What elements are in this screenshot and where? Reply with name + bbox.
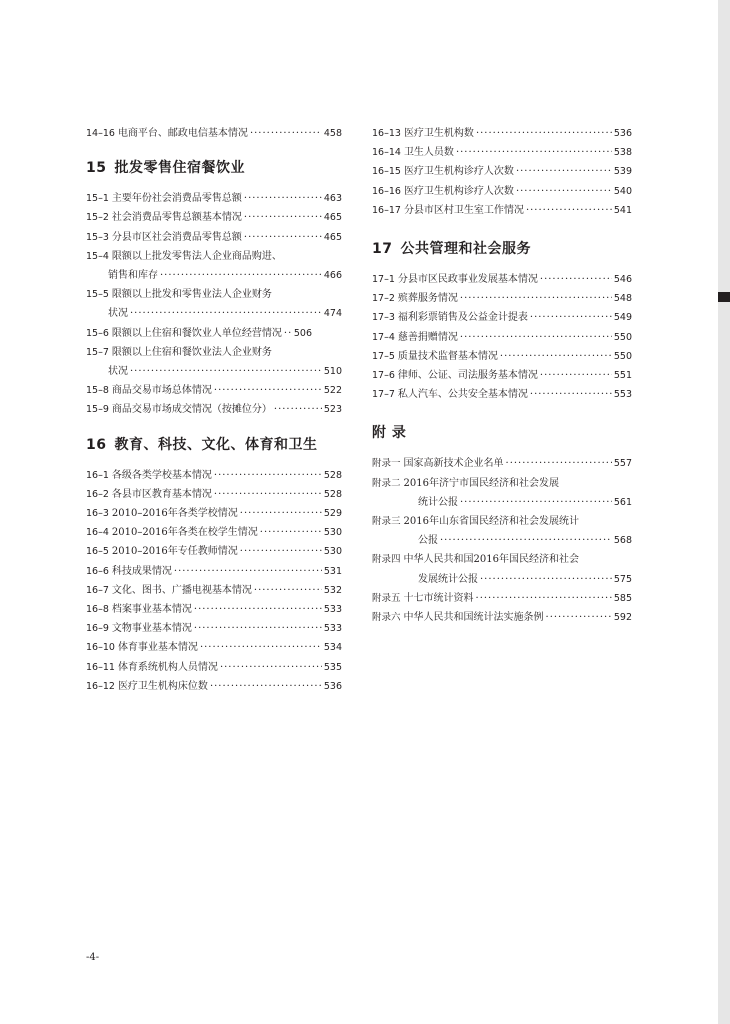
toc-entry[interactable]: 16–9 文物事业基本情况 ····· 533 <box>86 619 342 638</box>
toc-entry[interactable]: 16–13 医疗卫生机构数 ····· 536 <box>372 124 632 143</box>
toc-entry[interactable]: 17–4 慈善捐赠情况 ····· 550 <box>372 328 632 347</box>
toc-entry[interactable]: 15–1 主要年份社会消费品零售总额 ····· 463 <box>86 189 342 208</box>
toc-entry[interactable]: 17–5 质量技术监督基本情况 ····· 550 <box>372 347 632 366</box>
toc-entry[interactable]: 16–8 档案事业基本情况 ····· 533 <box>86 600 342 619</box>
page-edge-marker <box>718 292 730 302</box>
toc-entry-line2[interactable]: 公报 ····· 568 <box>372 531 632 550</box>
toc-entry[interactable]: 15–3 分县市区社会消费品零售总额 ····· 465 <box>86 228 342 247</box>
appendix-heading: 附 录 <box>372 425 407 442</box>
toc-entry[interactable]: 16–3 2010–2016年各类学校情况 ····· 529 <box>86 504 342 523</box>
toc-entry-line1[interactable]: 15–7 限额以上住宿和餐饮业法人企业财务 <box>86 346 272 358</box>
section-heading-15: 15 批发零售住宿餐饮业 <box>86 160 245 177</box>
toc-entry-line2[interactable]: 发展统计公报 ····· 575 <box>372 570 632 589</box>
toc-entry[interactable]: 16–16 医疗卫生机构诊疗人次数 ····· 540 <box>372 182 632 201</box>
toc-entry[interactable]: 附录一 国家高新技术企业名单 ····· 557 <box>372 454 632 473</box>
toc-entry[interactable]: 16–10 体育事业基本情况 ····· 534 <box>86 638 342 657</box>
toc-entry-line2[interactable]: 销售和库存 ····· 466 <box>86 266 342 285</box>
toc-entry[interactable]: 16–4 2010–2016年各类在校学生情况 ····· 530 <box>86 523 342 542</box>
toc-entry[interactable]: 16–6 科技成果情况 ····· 531 <box>86 562 342 581</box>
toc-entry[interactable]: 16–17 分县市区村卫生室工作情况 ····· 541 <box>372 201 632 220</box>
toc-entry[interactable]: 15–6 限额以上住宿和餐饮业人单位经营情况 ····· 506 <box>86 324 342 343</box>
toc-entry-line1[interactable]: 附录三 2016年山东省国民经济和社会发展统计 <box>372 516 579 528</box>
toc-entry[interactable]: 附录六 中华人民共和国统计法实施条例 ····· 592 <box>372 608 632 627</box>
toc-entry-line2[interactable]: 状况 ····· 510 <box>86 362 342 381</box>
page-edge-tab <box>718 0 730 1024</box>
toc-entry[interactable]: 17–7 私人汽车、公共安全基本情况 ····· 553 <box>372 385 632 404</box>
toc-entry[interactable]: 17–6 律师、公证、司法服务基本情况 ····· 551 <box>372 366 632 385</box>
toc-entry[interactable]: 16–12 医疗卫生机构床位数 ····· 536 <box>86 677 342 696</box>
toc-left-column <box>86 124 342 696</box>
toc-entry[interactable]: 15–2 社会消费品零售总额基本情况 ····· 465 <box>86 208 342 227</box>
toc-entry[interactable]: 16–2 各县市区教育基本情况 ····· 528 <box>86 485 342 504</box>
toc-entry[interactable]: 附录五 十七市统计资料 ····· 585 <box>372 589 632 608</box>
toc-entry[interactable]: 15–9 商品交易市场成交情况（按摊位分） ····· 523 <box>86 400 342 419</box>
toc-entry[interactable]: 16–11 体育系统机构人员情况 ····· 535 <box>86 658 342 677</box>
toc-entry-line1[interactable]: 15–4 限额以上批发零售法人企业商品购进、 <box>86 250 282 262</box>
page-number: -4- <box>86 952 100 963</box>
toc-right-column <box>372 124 632 627</box>
toc-entry[interactable]: 16–7 文化、图书、广播电视基本情况 ····· 532 <box>86 581 342 600</box>
toc-entry-line1[interactable]: 15–5 限额以上批发和零售业法人企业财务 <box>86 289 272 301</box>
toc-entry[interactable]: 17–2 殡葬服务情况 ····· 548 <box>372 289 632 308</box>
toc-entry[interactable]: 16–14 卫生人员数 ····· 538 <box>372 143 632 162</box>
toc-entry[interactable]: 17–3 福利彩票销售及公益金计提表 ····· 549 <box>372 308 632 327</box>
toc-entry-line1[interactable]: 附录二 2016年济宁市国民经济和社会发展 <box>372 477 559 489</box>
toc-entry[interactable]: 15–8 商品交易市场总体情况 ····· 522 <box>86 381 342 400</box>
toc-entry[interactable]: 16–5 2010–2016年专任教师情况 ····· 530 <box>86 542 342 561</box>
toc-entry-line2[interactable]: 状况 ····· 474 <box>86 304 342 323</box>
toc-entry[interactable]: 14–16 电商平台、邮政电信基本情况 ····· 458 <box>86 124 342 143</box>
section-heading-16: 16 教育、科技、文化、体育和卫生 <box>86 436 318 453</box>
section-heading-17: 17 公共管理和社会服务 <box>372 241 531 258</box>
toc-entry-line2[interactable]: 统计公报 ····· 561 <box>372 493 632 512</box>
toc-entry[interactable]: 17–1 分县市区民政事业发展基本情况 ····· 546 <box>372 270 632 289</box>
toc-entry-line1[interactable]: 附录四 中华人民共和国2016年国民经济和社会 <box>372 554 579 566</box>
toc-entry[interactable]: 16–15 医疗卫生机构诊疗人次数 ····· 539 <box>372 162 632 181</box>
toc-entry[interactable]: 16–1 各级各类学校基本情况 ····· 528 <box>86 466 342 485</box>
